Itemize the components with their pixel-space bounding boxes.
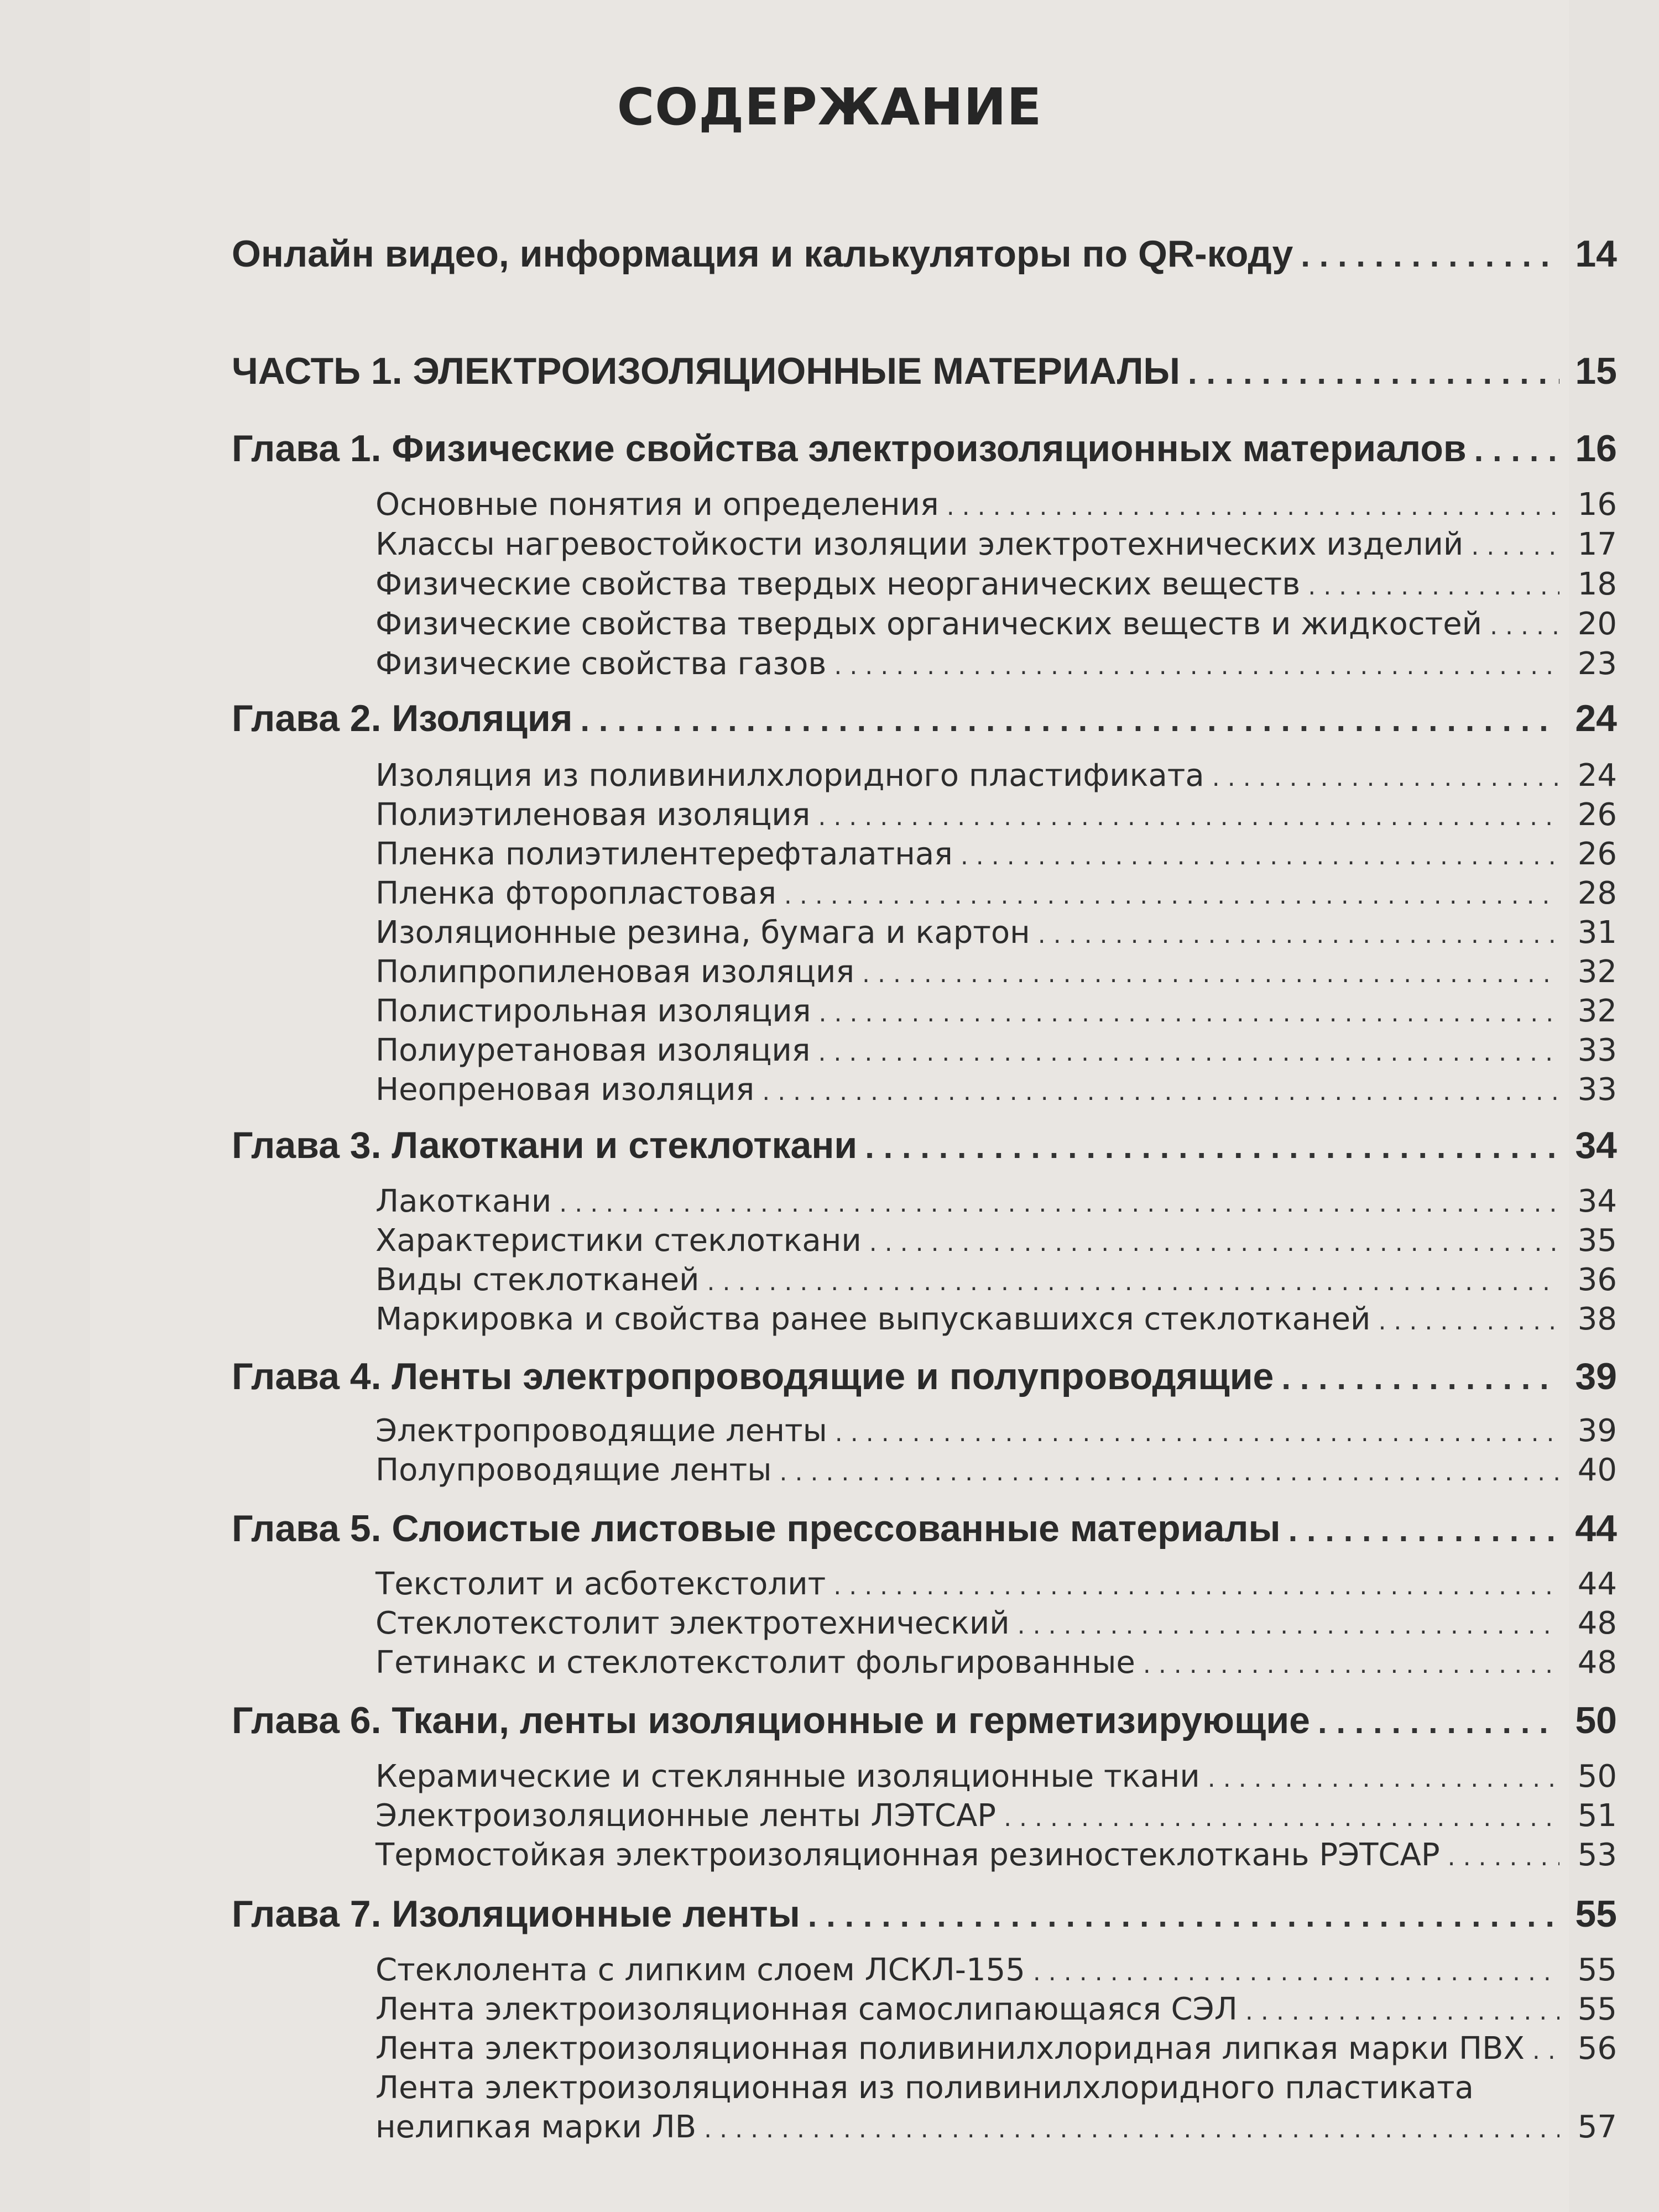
toc-item-line-1[interactable]: Лента электроизоляционная из поливинилхлоридного пластиката — [375, 2070, 1474, 2106]
leader-dots — [1474, 431, 1559, 469]
toc-item[interactable] — [375, 1301, 1617, 1337]
toc-item-title: Стеклотекстолит электротехнический — [375, 1605, 1010, 1641]
toc-page-number: 55 — [1577, 1952, 1617, 1988]
toc-chapter-1[interactable] — [232, 427, 1617, 470]
toc-item[interactable] — [375, 1952, 1617, 1988]
toc-page-number: 34 — [1575, 1124, 1617, 1166]
toc-item[interactable] — [375, 993, 1617, 1029]
toc-page-number: 48 — [1577, 1645, 1617, 1681]
toc-entry-title: Онлайн видео, информация и калькуляторы по QR-коду — [232, 233, 1293, 275]
leader-dots — [1308, 572, 1559, 601]
leader-dots — [1301, 236, 1559, 274]
toc-item-title: Характеристики стеклоткани — [375, 1223, 862, 1259]
toc-item[interactable] — [375, 1605, 1617, 1641]
toc-item[interactable] — [375, 758, 1617, 794]
toc-page-number: 50 — [1577, 1759, 1617, 1794]
chapter-label: Глава 2. — [232, 697, 382, 739]
leader-dots — [1490, 612, 1559, 640]
toc-page-number: 48 — [1577, 1605, 1617, 1641]
toc-item[interactable] — [375, 1223, 1617, 1259]
toc-item[interactable] — [375, 954, 1617, 990]
toc-item[interactable] — [375, 1566, 1617, 1602]
toc-item[interactable] — [375, 1991, 1617, 2027]
toc-entry-intro[interactable] — [232, 232, 1617, 275]
leader-dots — [862, 960, 1559, 988]
toc-item[interactable] — [375, 2031, 1617, 2067]
leader-dots — [1318, 1703, 1559, 1741]
toc-item-title: Основные понятия и определения — [375, 487, 939, 523]
toc-page-number: 26 — [1577, 797, 1617, 833]
toc-page-number: 26 — [1577, 836, 1617, 872]
toc-item-title: Физические свойства твердых неорганических веществ — [375, 566, 1301, 602]
toc-item[interactable] — [375, 875, 1617, 911]
toc-item[interactable] — [375, 646, 1617, 682]
toc-item-title: Виды стеклотканей — [375, 1262, 700, 1298]
toc-page-number: 33 — [1577, 1072, 1617, 1108]
leader-dots — [762, 1078, 1559, 1106]
chapter-title: Слоистые листовые прессованные материалы — [392, 1507, 1281, 1550]
toc-item[interactable] — [375, 1032, 1617, 1068]
book-page — [90, 0, 1617, 2212]
toc-page-number: 17 — [1577, 526, 1617, 562]
toc-item-title: Изоляция из поливинилхлоридного пластификата — [375, 758, 1204, 794]
leader-dots — [1288, 1511, 1559, 1549]
leader-dots — [784, 881, 1559, 910]
leader-dots — [818, 803, 1559, 831]
leader-dots — [704, 2115, 1559, 2143]
toc-item-title: Лакоткани — [375, 1183, 552, 1219]
toc-item[interactable] — [375, 1645, 1617, 1681]
toc-item[interactable] — [375, 1452, 1617, 1488]
toc-page-number: 39 — [1577, 1413, 1617, 1449]
leader-dots — [1208, 1765, 1559, 1793]
toc-item[interactable] — [375, 1798, 1617, 1834]
leader-dots — [1143, 1651, 1559, 1679]
toc-page-number: 18 — [1577, 566, 1617, 602]
toc-page-number: 38 — [1577, 1301, 1617, 1337]
toc-page-number: 24 — [1577, 758, 1617, 794]
toc-item-title: Стеклолента с липким слоем ЛСКЛ-155 — [375, 1952, 1025, 1988]
toc-page-number: 24 — [1575, 697, 1617, 739]
toc-item[interactable] — [375, 487, 1617, 523]
leader-dots — [707, 1268, 1559, 1296]
toc-page-number: 16 — [1577, 487, 1617, 523]
chapter-title: Лакоткани и стеклоткани — [392, 1124, 858, 1166]
leader-dots — [1212, 764, 1559, 792]
toc-page-number: 36 — [1577, 1262, 1617, 1298]
leader-dots — [834, 652, 1559, 680]
leader-dots — [1245, 1997, 1559, 2026]
leader-dots — [1004, 1804, 1559, 1832]
toc-item-title: Физические свойства твердых органических веществ и жидкостей — [375, 606, 1483, 642]
toc-page-number: 39 — [1575, 1355, 1617, 1397]
toc-item-title: Электроизоляционные ленты ЛЭТСАР — [375, 1798, 997, 1834]
toc-page-number: 55 — [1577, 1991, 1617, 2027]
leader-dots — [819, 999, 1560, 1027]
toc-item[interactable] — [375, 606, 1617, 642]
leader-dots — [869, 1229, 1559, 1257]
toc-item-title: нелипкая марки ЛВ — [375, 2109, 697, 2145]
toc-page-number: 51 — [1577, 1798, 1617, 1834]
toc-page-number: 14 — [1575, 233, 1617, 275]
toc-page-number: 31 — [1577, 915, 1617, 951]
toc-item[interactable] — [375, 1759, 1617, 1794]
toc-page-number: 55 — [1575, 1893, 1617, 1935]
toc-page-number: 57 — [1577, 2109, 1617, 2145]
toc-item[interactable] — [375, 836, 1617, 872]
leader-dots — [1033, 1958, 1559, 1986]
toc-item[interactable] — [375, 526, 1617, 562]
toc-item-title: Неопреновая изоляция — [375, 1072, 755, 1108]
toc-page-number: 28 — [1577, 875, 1617, 911]
toc-chapter-3[interactable] — [232, 1124, 1617, 1167]
leader-dots — [1448, 1843, 1559, 1871]
toc-page-number: 20 — [1577, 606, 1617, 642]
leader-dots — [818, 1039, 1559, 1067]
toc-page-number: 56 — [1577, 2031, 1617, 2067]
chapter-title: Изоляция — [392, 697, 573, 739]
leader-dots — [580, 701, 1559, 739]
chapter-title: Изоляционные ленты — [392, 1893, 800, 1935]
toc-item[interactable] — [375, 797, 1617, 833]
toc-item[interactable] — [375, 1262, 1617, 1298]
toc-chapter-6[interactable] — [232, 1699, 1617, 1742]
leader-dots — [1532, 2037, 1559, 2065]
toc-chapter-4[interactable] — [232, 1355, 1617, 1398]
toc-item[interactable] — [375, 2109, 1617, 2145]
leader-dots — [1188, 353, 1559, 392]
toc-item-title: Гетинакс и стеклотекстолит фольгированные — [375, 1645, 1135, 1681]
toc-item-title: Физические свойства газов — [375, 646, 827, 682]
toc-item[interactable] — [375, 1072, 1617, 1108]
leader-dots — [1378, 1307, 1559, 1335]
toc-page-number: 50 — [1575, 1699, 1617, 1741]
toc-chapter-7[interactable] — [232, 1892, 1617, 1936]
leader-dots — [1018, 1611, 1559, 1640]
leader-dots — [1038, 921, 1559, 949]
toc-item-title: Классы нагревостойкости изоляции электротехнических изделий — [375, 526, 1464, 562]
toc-item-title: Полипропиленовая изоляция — [375, 954, 855, 990]
toc-item-title: Электропроводящие ленты — [375, 1413, 827, 1449]
toc-item-title: Керамические и стеклянные изоляционные ткани — [375, 1759, 1200, 1794]
toc-item-title: Полиэтиленовая изоляция — [375, 797, 811, 833]
leader-dots — [559, 1190, 1559, 1218]
leader-dots — [808, 1896, 1559, 1934]
toc-item-title: Термостойкая электроизоляционная резиностеклоткань РЭТСАР — [375, 1837, 1440, 1873]
toc-item-title: Текстолит и асботекстолит — [375, 1566, 826, 1602]
chapter-label: Глава 7. — [232, 1893, 382, 1935]
toc-page-number: 44 — [1577, 1566, 1617, 1602]
toc-item-title: Полистирольная изоляция — [375, 993, 811, 1029]
leader-dots — [865, 1128, 1559, 1166]
chapter-label: Глава 6. — [232, 1699, 382, 1741]
toc-page-number: 33 — [1577, 1032, 1617, 1068]
chapter-label: Глава 4. — [232, 1355, 382, 1397]
toc-page-number: 34 — [1577, 1183, 1617, 1219]
leader-dots — [780, 1458, 1560, 1486]
toc-item[interactable] — [375, 1183, 1617, 1219]
toc-chapter-2[interactable] — [232, 697, 1617, 740]
toc-entry-title: ЧАСТЬ 1. ЭЛЕКТРОИЗОЛЯЦИОННЫЕ МАТЕРИАЛЫ — [232, 350, 1181, 392]
toc-item[interactable] — [375, 1837, 1617, 1873]
toc-page-number: 23 — [1577, 646, 1617, 682]
toc-item-title: Изоляционные резина, бумага и картон — [375, 915, 1030, 951]
toc-item-title: Маркировка и свойства ранее выпускавшихся стеклотканей — [375, 1301, 1371, 1337]
chapter-title: Физические свойства электроизоляционных материалов — [392, 427, 1467, 469]
toc-item[interactable] — [375, 1413, 1617, 1449]
leader-dots — [1471, 533, 1559, 561]
chapter-label: Глава 3. — [232, 1124, 382, 1166]
toc-item-title: Полиуретановая изоляция — [375, 1032, 811, 1068]
toc-item-title: Пленка полиэтилентерефталатная — [375, 836, 953, 872]
toc-item[interactable] — [375, 566, 1617, 602]
toc-entry-part[interactable] — [232, 349, 1617, 393]
chapter-title: Ткани, ленты изоляционные и герметизирующие — [392, 1699, 1310, 1741]
toc-page-number: 32 — [1577, 954, 1617, 990]
toc-page-number: 44 — [1575, 1507, 1617, 1550]
chapter-title: Ленты электропроводящие и полупроводящие — [392, 1355, 1274, 1397]
toc-page-number: 15 — [1575, 350, 1617, 392]
toc-page-number: 32 — [1577, 993, 1617, 1029]
toc-page-number: 16 — [1575, 427, 1617, 469]
toc-page-number: 35 — [1577, 1223, 1617, 1259]
leader-dots — [961, 842, 1559, 870]
toc-item-title: Лента электроизоляционная самослипающаяся СЭЛ — [375, 1991, 1238, 2027]
toc-item[interactable] — [375, 915, 1617, 951]
leader-dots — [947, 493, 1559, 521]
toc-item-title: Полупроводящие ленты — [375, 1452, 772, 1488]
toc-page-number: 53 — [1577, 1837, 1617, 1873]
toc-chapter-5[interactable] — [232, 1507, 1617, 1550]
leader-dots — [833, 1572, 1559, 1600]
toc-page-number: 40 — [1577, 1452, 1617, 1488]
leader-dots — [1281, 1359, 1559, 1397]
leader-dots — [835, 1419, 1559, 1447]
toc-item-title: Лента электроизоляционная поливинилхлоридная липкая марки ПВХ — [375, 2031, 1525, 2067]
chapter-label: Глава 1. — [232, 427, 382, 469]
chapter-label: Глава 5. — [232, 1507, 382, 1550]
page-title: СОДЕРЖАНИЕ — [617, 77, 1042, 137]
toc-item-title: Пленка фторопластовая — [375, 875, 776, 911]
